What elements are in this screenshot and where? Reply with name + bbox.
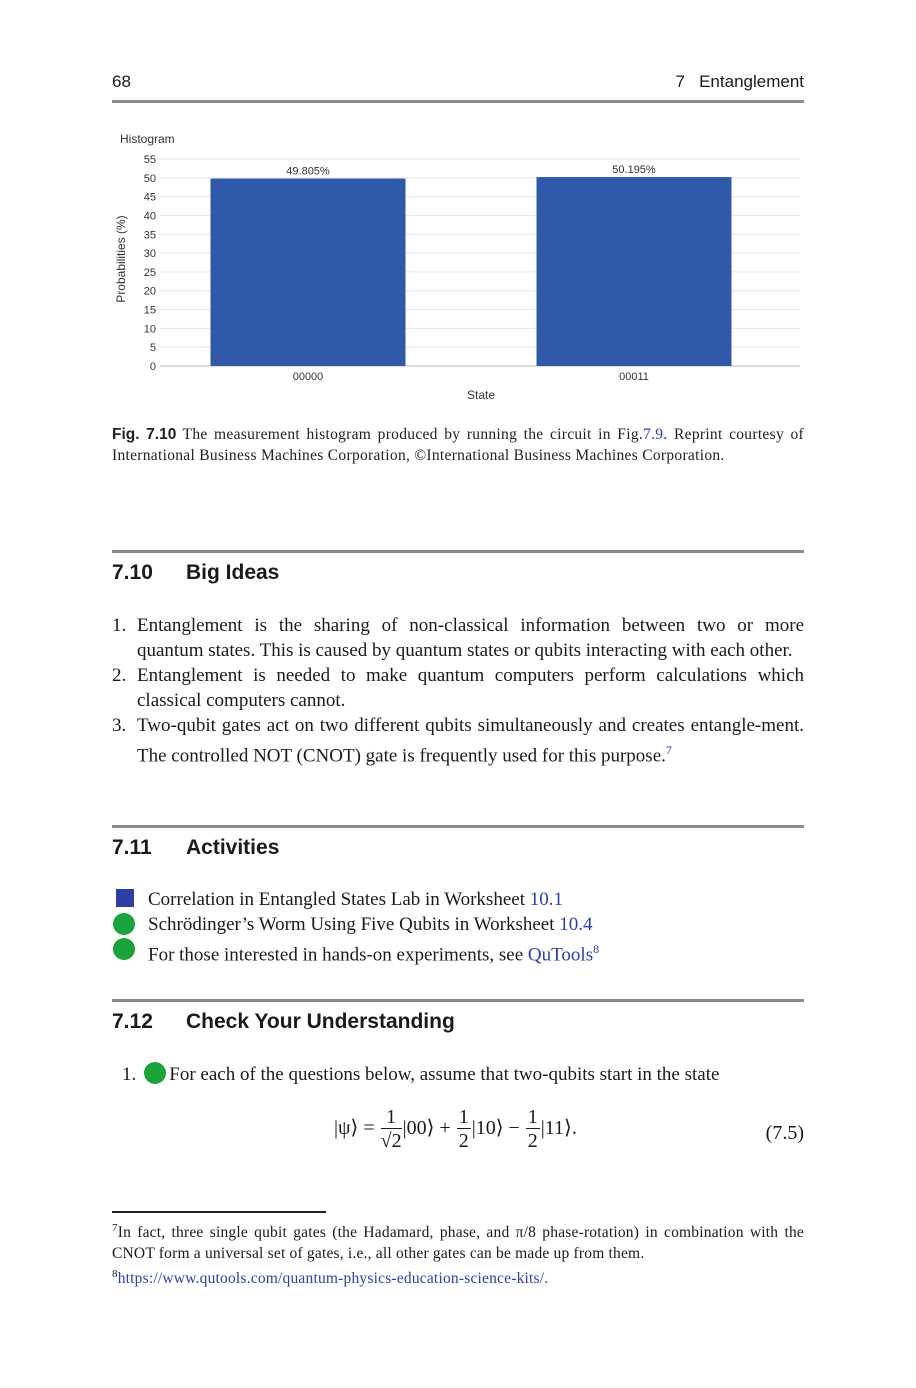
eq-term: |11⟩. bbox=[540, 1117, 577, 1140]
y-tick-label: 45 bbox=[143, 191, 156, 204]
activities-list bbox=[112, 887, 804, 966]
item-text: Entanglement is needed to make quantum computers perform calculations which classical computers cannot. bbox=[137, 665, 804, 711]
y-tick-label: 0 bbox=[149, 361, 156, 373]
y-tick-label: 25 bbox=[143, 266, 156, 279]
green-circle-icon bbox=[113, 913, 135, 935]
y-axis-label: Probabilities (%) bbox=[114, 215, 128, 303]
y-tick-label: 30 bbox=[143, 248, 156, 261]
fraction-denominator: 2 bbox=[527, 1130, 538, 1152]
worksheet-link[interactable]: 10.1 bbox=[529, 889, 563, 910]
eq-lhs: |ψ⟩ = bbox=[334, 1117, 375, 1140]
question-item bbox=[122, 1062, 804, 1087]
fraction bbox=[381, 1106, 402, 1153]
fraction-denominator: 2 bbox=[458, 1130, 469, 1152]
section-rule bbox=[112, 999, 804, 1002]
footnote-rule bbox=[112, 1211, 326, 1213]
data-label: 50.195% bbox=[612, 164, 656, 177]
y-tick-label: 5 bbox=[149, 342, 156, 355]
section-number: 7.11 bbox=[112, 836, 152, 859]
y-tick-label: 15 bbox=[143, 304, 156, 317]
histogram-chart bbox=[100, 128, 810, 413]
list-item bbox=[112, 613, 804, 663]
figure-caption bbox=[112, 424, 804, 466]
figure-label: Fig. 7.10 bbox=[112, 426, 177, 443]
item-text: Two-qubit gates act on two different qubits simultaneously and creates entangle-ment. The controlled NOT (CNOT) gate is frequently used for this purpose. bbox=[137, 715, 804, 767]
running-header-chapter: 7 Entanglement bbox=[675, 72, 804, 91]
y-tick-label: 50 bbox=[143, 172, 156, 185]
chart-title: Histogram bbox=[120, 132, 175, 146]
worksheet-link[interactable]: 10.4 bbox=[559, 914, 593, 935]
footnote-8 bbox=[112, 1264, 804, 1289]
item-number: 1. bbox=[122, 1064, 137, 1085]
list-item bbox=[112, 663, 804, 713]
section-heading-big-ideas bbox=[112, 561, 279, 585]
fraction-numerator: 1 bbox=[527, 1106, 538, 1128]
footnote-ref-7[interactable]: 7 bbox=[665, 743, 672, 757]
section-title: Big Ideas bbox=[186, 561, 280, 584]
data-label: 49.805% bbox=[286, 165, 330, 178]
equation-number: (7.5) bbox=[765, 1122, 804, 1144]
qutools-url-link[interactable]: https://www.qutools.com/quantum-physics-education-science-kits/. bbox=[117, 1270, 549, 1288]
item-text: For each of the questions below, assume that two-qubits start in the state bbox=[169, 1064, 720, 1085]
item-text: Schrödinger’s Worm Using Five Qubits in Worksheet bbox=[148, 914, 560, 935]
green-circle-icon bbox=[113, 938, 135, 960]
y-tick-label: 40 bbox=[143, 210, 156, 223]
item-text: For those interested in hands-on experiments, see bbox=[148, 944, 528, 966]
x-axis-label: State bbox=[466, 388, 496, 402]
eq-term: |00⟩ + bbox=[402, 1117, 451, 1140]
y-tick-label: 10 bbox=[143, 323, 156, 336]
bar-00011 bbox=[537, 177, 732, 366]
section-rule bbox=[112, 550, 804, 553]
x-tick-label: 00011 bbox=[619, 371, 649, 383]
footnote-text: In fact, three single qubit gates (the Hadamard, phase, and π/8 phase-rotation) in combination with the CNOT form a universal set of gates, i.e., all other gates can be made up from them. bbox=[112, 1224, 804, 1263]
item-number: 1. bbox=[112, 615, 127, 636]
big-ideas-list bbox=[112, 613, 804, 768]
footnote-7 bbox=[112, 1218, 804, 1264]
section-number: 7.12 bbox=[112, 1010, 153, 1033]
figure-ref-link[interactable]: 7.9 bbox=[643, 426, 664, 443]
caption-text-after: . Reprint courtesy of International Business Machines Corporation, ©International Business Machines Corporation. bbox=[112, 426, 804, 464]
section-heading-activities bbox=[112, 836, 279, 860]
eq-term: |10⟩ − bbox=[471, 1117, 520, 1140]
equation-7-5 bbox=[334, 1106, 577, 1153]
blue-square-icon bbox=[116, 889, 134, 907]
section-title: Check Your Understanding bbox=[186, 1010, 455, 1033]
footnote-ref-8[interactable]: 8 bbox=[593, 942, 600, 956]
fraction bbox=[457, 1106, 471, 1153]
item-number: 2. bbox=[112, 665, 127, 686]
fraction-numerator: 1 bbox=[381, 1106, 402, 1129]
item-text: Correlation in Entangled States Lab in Worksheet bbox=[148, 889, 530, 910]
fraction-denominator: √2 bbox=[380, 1130, 402, 1152]
list-item bbox=[112, 937, 804, 966]
y-tick-labels bbox=[144, 154, 156, 373]
list-item bbox=[112, 887, 804, 912]
section-heading-check-understanding bbox=[112, 1010, 455, 1034]
page-number: 68 bbox=[112, 72, 131, 91]
y-tick-label: 35 bbox=[143, 229, 156, 242]
list-item bbox=[112, 912, 804, 937]
green-circle-icon bbox=[144, 1062, 166, 1084]
caption-text-before: The measurement histogram produced by running the circuit in Fig. bbox=[176, 426, 644, 443]
y-tick-label: 55 bbox=[143, 154, 156, 166]
bar-00000 bbox=[211, 179, 406, 366]
fraction-numerator: 1 bbox=[458, 1106, 469, 1128]
qutools-link[interactable]: QuTools bbox=[527, 944, 594, 966]
section-number: 7.10 bbox=[112, 561, 153, 584]
footnote-mark: 8 bbox=[112, 1268, 118, 1280]
list-item bbox=[112, 713, 804, 768]
y-tick-label: 20 bbox=[143, 285, 156, 298]
section-rule bbox=[112, 825, 804, 828]
item-number: 3. bbox=[112, 715, 127, 736]
fraction bbox=[526, 1106, 540, 1153]
item-text: Entanglement is the sharing of non-classical information between two or more quantum states. This is caused by quantum states or qubits interacting with each other. bbox=[137, 615, 804, 661]
x-tick-label: 00000 bbox=[292, 371, 324, 383]
section-title: Activities bbox=[186, 836, 280, 859]
footnote-mark: 7 bbox=[112, 1222, 118, 1234]
header-rule bbox=[112, 100, 804, 103]
